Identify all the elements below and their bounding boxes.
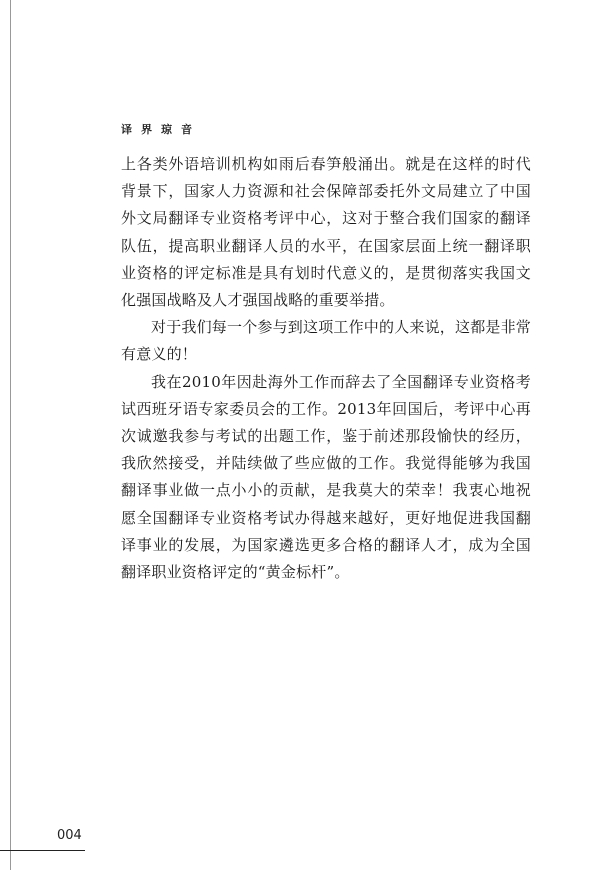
body-text [121, 151, 531, 586]
paragraph-continuation: 上各类外语培训机构如雨后春笋般涌出。就是在这样的时代背景下，国家人力资源和社会保障部委托外文局建立了中国外文局翻译专业资格考评中心，这对于整合我们国家的翻译队伍，提高职业翻译人员的水平，在国家层面上统一翻译职业资格的评定标准是具有划时代意义的，是贯彻落实我国文化强国战略及人才强国战略的重要举措。 [121, 155, 531, 310]
page-edge-rule [10, 0, 11, 870]
footer-rule [0, 850, 85, 851]
running-header: 译界琼音 [121, 123, 201, 136]
paragraph: 我在2010年因赴海外工作而辞去了全国翻译专业资格考试西班牙语专家委员会的工作。2013年回国后，考评中心再次诚邀我参与考试的出题工作，鉴于前述那段愉快的经历，我欣然接受，并陆续做了些应做的工作。我觉得能够为我国翻译事业做一点小小的贡献，是我莫大的荣幸！我衷心地祝愿全国翻译专业资格考试办得越来越好，更好地促进我国翻译事业的发展，为国家遴选更多合格的翻译人才，成为全国翻译职业资格评定的“黄金标杆”。 [121, 372, 531, 582]
paragraph: 对于我们每一个参与到这项工作中的人来说，这都是非常有意义的！ [121, 318, 532, 364]
page-number: 004 [57, 828, 82, 843]
